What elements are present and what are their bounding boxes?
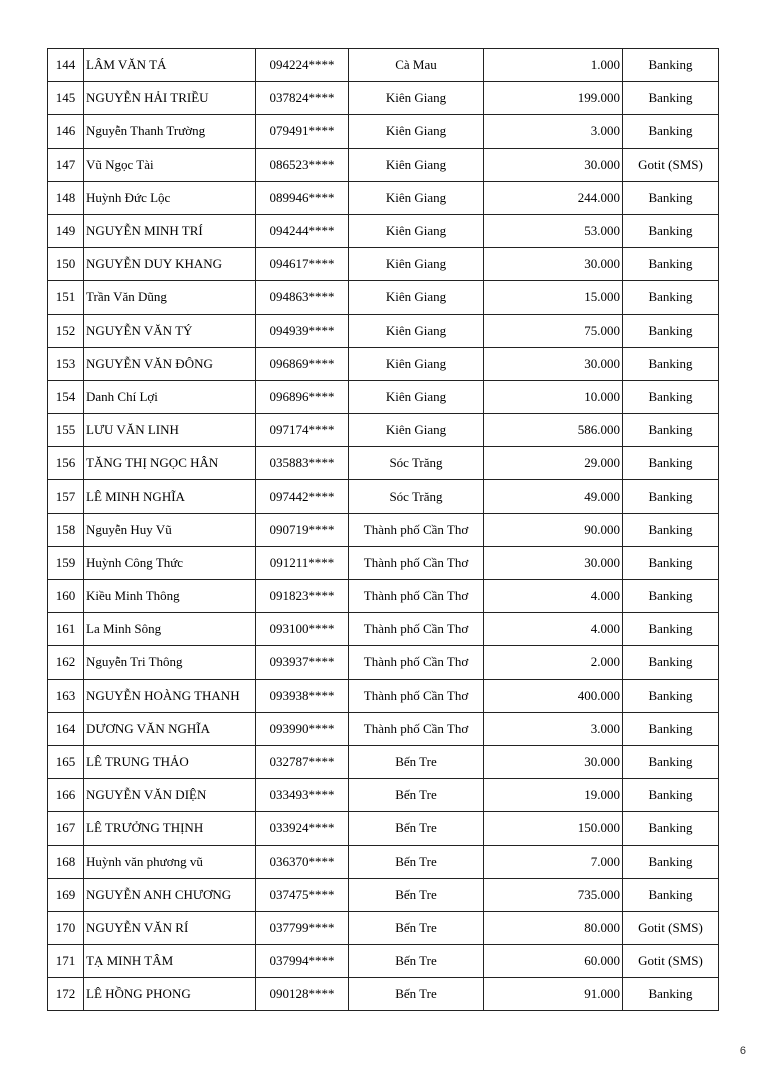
- cell-amount: 30.000: [484, 148, 623, 181]
- cell-no: 154: [48, 380, 84, 413]
- table-row: [48, 945, 719, 978]
- table-row: [48, 248, 719, 281]
- cell-method: Banking: [623, 447, 719, 480]
- cell-name: NGUYỄN VĂN ĐÔNG: [84, 347, 256, 380]
- cell-phone: 089946****: [256, 181, 349, 214]
- cell-name: Nguyễn Huy Vũ: [84, 513, 256, 546]
- page-number: 6: [739, 1045, 746, 1057]
- cell-phone: 094244****: [256, 214, 349, 247]
- cell-province: Kiên Giang: [349, 115, 484, 148]
- cell-name: Danh Chí Lợi: [84, 380, 256, 413]
- table-row: [48, 679, 719, 712]
- table-row: [48, 115, 719, 148]
- cell-province: Kiên Giang: [349, 281, 484, 314]
- cell-no: 156: [48, 447, 84, 480]
- cell-name: Trần Văn Dũng: [84, 281, 256, 314]
- cell-phone: 093937****: [256, 646, 349, 679]
- cell-method: Banking: [623, 745, 719, 778]
- cell-name: NGUYỄN VĂN TÝ: [84, 314, 256, 347]
- cell-province: Kiên Giang: [349, 314, 484, 347]
- table-row: [48, 82, 719, 115]
- table-row: [48, 380, 719, 413]
- cell-name: LÊ TRUNG THẢO: [84, 745, 256, 778]
- cell-name: Huỳnh Công Thức: [84, 546, 256, 579]
- cell-province: Bến Tre: [349, 878, 484, 911]
- cell-province: Thành phố Cần Thơ: [349, 712, 484, 745]
- cell-no: 144: [48, 49, 84, 82]
- cell-name: Nguyễn Thanh Trường: [84, 115, 256, 148]
- cell-method: Gotit (SMS): [623, 148, 719, 181]
- cell-no: 166: [48, 779, 84, 812]
- cell-no: 148: [48, 181, 84, 214]
- table-row: [48, 513, 719, 546]
- cell-no: 168: [48, 845, 84, 878]
- cell-method: Banking: [623, 646, 719, 679]
- cell-name: NGUYỄN ANH CHƯƠNG: [84, 878, 256, 911]
- cell-method: Banking: [623, 613, 719, 646]
- cell-province: Kiên Giang: [349, 380, 484, 413]
- cell-amount: 2.000: [484, 646, 623, 679]
- cell-no: 147: [48, 148, 84, 181]
- cell-phone: 037824****: [256, 82, 349, 115]
- cell-amount: 4.000: [484, 580, 623, 613]
- cell-method: Banking: [623, 214, 719, 247]
- cell-method: Banking: [623, 480, 719, 513]
- cell-amount: 30.000: [484, 248, 623, 281]
- cell-phone: 091211****: [256, 546, 349, 579]
- cell-province: Bến Tre: [349, 745, 484, 778]
- cell-amount: 30.000: [484, 745, 623, 778]
- cell-province: Kiên Giang: [349, 214, 484, 247]
- cell-phone: 094863****: [256, 281, 349, 314]
- cell-method: Banking: [623, 845, 719, 878]
- cell-phone: 091823****: [256, 580, 349, 613]
- cell-method: Banking: [623, 779, 719, 812]
- cell-phone: 037994****: [256, 945, 349, 978]
- cell-name: Huỳnh Đức Lộc: [84, 181, 256, 214]
- cell-phone: 033924****: [256, 812, 349, 845]
- table-row: [48, 148, 719, 181]
- cell-province: Sóc Trăng: [349, 447, 484, 480]
- table-row: [48, 314, 719, 347]
- cell-method: Banking: [623, 414, 719, 447]
- cell-province: Kiên Giang: [349, 248, 484, 281]
- cell-amount: 19.000: [484, 779, 623, 812]
- cell-phone: 093938****: [256, 679, 349, 712]
- cell-method: Banking: [623, 812, 719, 845]
- cell-method: Gotit (SMS): [623, 945, 719, 978]
- cell-phone: 036370****: [256, 845, 349, 878]
- cell-amount: 3.000: [484, 115, 623, 148]
- cell-no: 149: [48, 214, 84, 247]
- cell-phone: 093100****: [256, 613, 349, 646]
- cell-no: 164: [48, 712, 84, 745]
- cell-province: Kiên Giang: [349, 82, 484, 115]
- cell-phone: 037799****: [256, 911, 349, 944]
- table-row: [48, 281, 719, 314]
- table-row: [48, 779, 719, 812]
- cell-amount: 244.000: [484, 181, 623, 214]
- cell-name: NGUYỄN HẢI TRIỀU: [84, 82, 256, 115]
- cell-phone: 079491****: [256, 115, 349, 148]
- cell-province: Kiên Giang: [349, 148, 484, 181]
- cell-no: 151: [48, 281, 84, 314]
- cell-phone: 094617****: [256, 248, 349, 281]
- cell-name: Nguyễn Tri Thông: [84, 646, 256, 679]
- cell-method: Banking: [623, 248, 719, 281]
- cell-amount: 80.000: [484, 911, 623, 944]
- cell-province: Bến Tre: [349, 845, 484, 878]
- cell-name: TẠ MINH TÂM: [84, 945, 256, 978]
- cell-no: 145: [48, 82, 84, 115]
- cell-province: Bến Tre: [349, 978, 484, 1011]
- cell-method: Banking: [623, 281, 719, 314]
- cell-phone: 094224****: [256, 49, 349, 82]
- table-row: [48, 447, 719, 480]
- table-row: [48, 745, 719, 778]
- cell-method: Banking: [623, 712, 719, 745]
- cell-amount: 150.000: [484, 812, 623, 845]
- cell-no: 167: [48, 812, 84, 845]
- cell-no: 171: [48, 945, 84, 978]
- cell-no: 159: [48, 546, 84, 579]
- cell-no: 153: [48, 347, 84, 380]
- cell-phone: 090719****: [256, 513, 349, 546]
- cell-method: Banking: [623, 314, 719, 347]
- cell-province: Cà Mau: [349, 49, 484, 82]
- cell-amount: 30.000: [484, 347, 623, 380]
- cell-no: 169: [48, 878, 84, 911]
- cell-amount: 15.000: [484, 281, 623, 314]
- table-row: [48, 347, 719, 380]
- cell-name: DƯƠNG VĂN NGHĨA: [84, 712, 256, 745]
- cell-province: Kiên Giang: [349, 181, 484, 214]
- cell-province: Kiên Giang: [349, 414, 484, 447]
- cell-amount: 4.000: [484, 613, 623, 646]
- cell-province: Thành phố Cần Thơ: [349, 646, 484, 679]
- cell-amount: 586.000: [484, 414, 623, 447]
- cell-no: 150: [48, 248, 84, 281]
- cell-no: 160: [48, 580, 84, 613]
- cell-no: 155: [48, 414, 84, 447]
- cell-name: LÂM VĂN TÁ: [84, 49, 256, 82]
- cell-province: Bến Tre: [349, 812, 484, 845]
- table-row: [48, 214, 719, 247]
- cell-no: 165: [48, 745, 84, 778]
- cell-amount: 30.000: [484, 546, 623, 579]
- winners-table: [47, 48, 719, 1011]
- cell-name: NGUYỄN HOÀNG THANH: [84, 679, 256, 712]
- cell-no: 152: [48, 314, 84, 347]
- cell-method: Gotit (SMS): [623, 911, 719, 944]
- cell-name: NGUYỄN MINH TRÍ: [84, 214, 256, 247]
- cell-amount: 90.000: [484, 513, 623, 546]
- cell-amount: 3.000: [484, 712, 623, 745]
- cell-phone: 037475****: [256, 878, 349, 911]
- cell-amount: 75.000: [484, 314, 623, 347]
- cell-no: 157: [48, 480, 84, 513]
- cell-name: NGUYỄN VĂN RÍ: [84, 911, 256, 944]
- cell-name: LÊ MINH NGHĨA: [84, 480, 256, 513]
- cell-province: Sóc Trăng: [349, 480, 484, 513]
- cell-amount: 91.000: [484, 978, 623, 1011]
- cell-method: Banking: [623, 82, 719, 115]
- table-row: [48, 49, 719, 82]
- cell-name: NGUYỄN DUY KHANG: [84, 248, 256, 281]
- cell-name: LÊ HỒNG PHONG: [84, 978, 256, 1011]
- cell-method: Banking: [623, 878, 719, 911]
- cell-amount: 199.000: [484, 82, 623, 115]
- cell-method: Banking: [623, 49, 719, 82]
- cell-phone: 097442****: [256, 480, 349, 513]
- cell-amount: 10.000: [484, 380, 623, 413]
- cell-name: TĂNG THỊ NGỌC HÂN: [84, 447, 256, 480]
- cell-phone: 094939****: [256, 314, 349, 347]
- table-row: [48, 845, 719, 878]
- cell-phone: 090128****: [256, 978, 349, 1011]
- cell-amount: 53.000: [484, 214, 623, 247]
- cell-no: 146: [48, 115, 84, 148]
- table-row: [48, 812, 719, 845]
- cell-method: Banking: [623, 546, 719, 579]
- cell-name: LÊ TRƯỞNG THỊNH: [84, 812, 256, 845]
- table-row: [48, 580, 719, 613]
- table-row: [48, 978, 719, 1011]
- table-row: [48, 181, 719, 214]
- winners-table-body: [48, 49, 719, 1011]
- cell-phone: 096896****: [256, 380, 349, 413]
- cell-method: Banking: [623, 181, 719, 214]
- cell-name: Huỳnh văn phương vũ: [84, 845, 256, 878]
- cell-amount: 60.000: [484, 945, 623, 978]
- cell-amount: 1.000: [484, 49, 623, 82]
- table-row: [48, 911, 719, 944]
- cell-province: Thành phố Cần Thơ: [349, 513, 484, 546]
- cell-province: Thành phố Cần Thơ: [349, 679, 484, 712]
- cell-name: Kiều Minh Thông: [84, 580, 256, 613]
- cell-amount: 7.000: [484, 845, 623, 878]
- table-row: [48, 613, 719, 646]
- cell-method: Banking: [623, 978, 719, 1011]
- table-row: [48, 480, 719, 513]
- cell-name: Vũ Ngọc Tài: [84, 148, 256, 181]
- table-row: [48, 646, 719, 679]
- cell-no: 158: [48, 513, 84, 546]
- cell-name: La Minh Sông: [84, 613, 256, 646]
- cell-province: Bến Tre: [349, 911, 484, 944]
- cell-no: 162: [48, 646, 84, 679]
- cell-phone: 093990****: [256, 712, 349, 745]
- cell-province: Bến Tre: [349, 945, 484, 978]
- table-row: [48, 414, 719, 447]
- cell-province: Thành phố Cần Thơ: [349, 613, 484, 646]
- cell-no: 170: [48, 911, 84, 944]
- cell-name: NGUYỄN VĂN DIỆN: [84, 779, 256, 812]
- cell-no: 172: [48, 978, 84, 1011]
- table-row: [48, 712, 719, 745]
- cell-phone: 096869****: [256, 347, 349, 380]
- cell-province: Bến Tre: [349, 779, 484, 812]
- cell-method: Banking: [623, 347, 719, 380]
- cell-amount: 735.000: [484, 878, 623, 911]
- cell-phone: 035883****: [256, 447, 349, 480]
- cell-name: LƯU VĂN LINH: [84, 414, 256, 447]
- cell-province: Thành phố Cần Thơ: [349, 580, 484, 613]
- cell-method: Banking: [623, 380, 719, 413]
- cell-amount: 29.000: [484, 447, 623, 480]
- table-row: [48, 878, 719, 911]
- cell-amount: 49.000: [484, 480, 623, 513]
- cell-method: Banking: [623, 679, 719, 712]
- cell-no: 161: [48, 613, 84, 646]
- cell-no: 163: [48, 679, 84, 712]
- cell-method: Banking: [623, 580, 719, 613]
- table-row: [48, 546, 719, 579]
- cell-amount: 400.000: [484, 679, 623, 712]
- cell-phone: 086523****: [256, 148, 349, 181]
- cell-method: Banking: [623, 115, 719, 148]
- cell-province: Thành phố Cần Thơ: [349, 546, 484, 579]
- cell-phone: 097174****: [256, 414, 349, 447]
- cell-method: Banking: [623, 513, 719, 546]
- cell-phone: 032787****: [256, 745, 349, 778]
- cell-province: Kiên Giang: [349, 347, 484, 380]
- cell-phone: 033493****: [256, 779, 349, 812]
